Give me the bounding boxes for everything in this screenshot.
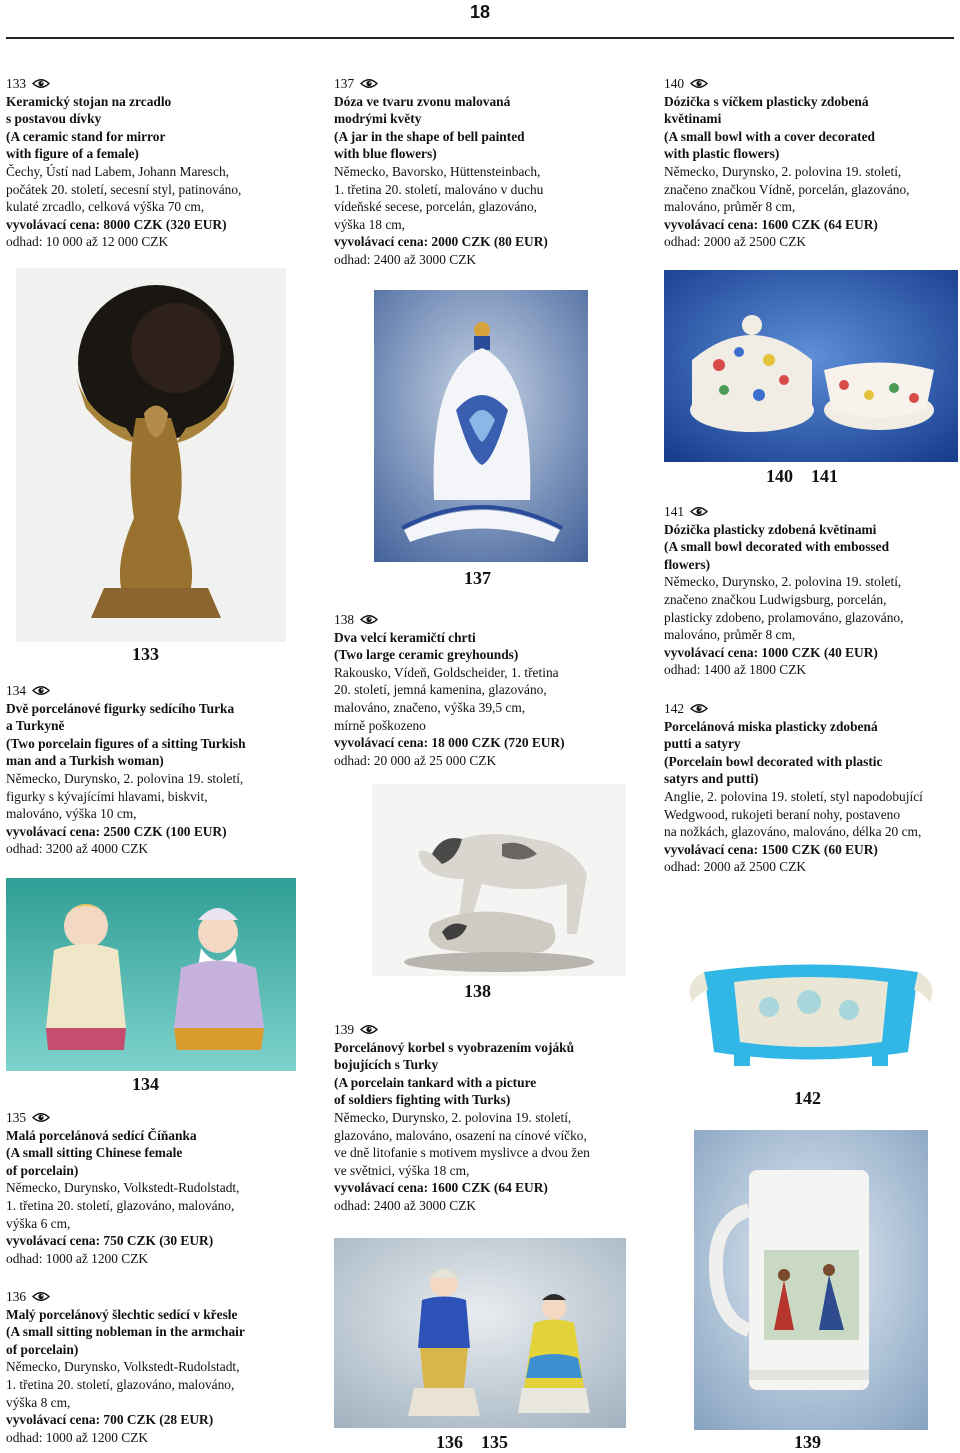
lot-title-english: (A ceramic stand for mirror	[6, 128, 166, 144]
lot-title-english-line2: with plastic flowers)	[664, 146, 780, 162]
lot-title: Keramický stojan na zrcadlo	[6, 93, 172, 109]
lot-estimate: odhad: 20 000 až 25 000 CZK	[334, 752, 497, 768]
lot-estimate: odhad: 2400 až 3000 CZK	[334, 1197, 477, 1213]
lot-estimate: odhad: 10 000 až 12 000 CZK	[6, 234, 169, 250]
lot-138-description	[334, 611, 654, 769]
eye-icon[interactable]	[32, 78, 50, 89]
lot-detail: 1. třetina 20. století, malováno v duchu	[334, 181, 544, 197]
eye-icon[interactable]	[360, 614, 378, 625]
lot-title: Dva velcí keramičtí chrti	[334, 629, 476, 645]
lot-133-description	[6, 75, 316, 251]
lot-title-line2: květinami	[664, 111, 722, 127]
lot-starting-price: vyvolávací cena: 1600 CZK (64 EUR)	[664, 216, 878, 232]
lot-detail: glazováno, malováno, osazení na cínové víčko,	[334, 1127, 587, 1143]
lot-135-description	[6, 1109, 326, 1267]
lot-title: Dózička s víčkem plasticky zdobená	[664, 93, 869, 109]
lot-starting-price: vyvolávací cena: 8000 CZK (320 EUR)	[6, 216, 227, 232]
header-rule	[6, 37, 954, 39]
lot-detail: Rakousko, Vídeň, Goldscheider, 1. třetina	[334, 664, 559, 680]
lot-title: Malá porcelánová sedící Číňanka	[6, 1127, 197, 1143]
lot-title: Dózička plasticky zdobená květinami	[664, 521, 877, 537]
lot-detail: ve světnici, výška 18 cm,	[334, 1162, 470, 1178]
lot-title-line2: bojujících s Turky	[334, 1057, 439, 1073]
lot-estimate: odhad: 1000 až 1200 CZK	[6, 1429, 149, 1445]
photo-lot-138	[372, 784, 626, 976]
lot-number: 138	[334, 612, 355, 627]
lot-title-english-line2: flowers)	[664, 556, 711, 572]
lot-detail: na nožkách, glazováno, malováno, délka 20 cm,	[664, 824, 922, 840]
lot-detail: malováno, značeno, výška 39,5 cm,	[334, 699, 526, 715]
lot-estimate: odhad: 2400 až 3000 CZK	[334, 251, 477, 267]
lot-number: 140	[664, 76, 685, 91]
lot-detail: malováno, výška 10 cm,	[6, 806, 137, 822]
lot-starting-price: vyvolávací cena: 2500 CZK (100 EUR)	[6, 823, 227, 839]
photo-lots-140-141	[664, 270, 958, 462]
lot-137-description	[334, 75, 654, 269]
eye-icon[interactable]	[32, 1112, 50, 1123]
lot-title-english: (A small bowl with a cover decorated	[664, 128, 875, 144]
lot-estimate: odhad: 1400 až 1800 CZK	[664, 662, 807, 678]
lot-starting-price: vyvolávací cena: 750 CZK (30 EUR)	[6, 1233, 214, 1249]
lot-title-english-line2: man and a Turkish woman)	[6, 753, 164, 769]
lot-title-english: (A small sitting nobleman in the armchair	[6, 1324, 245, 1340]
photo-label-133: 133	[132, 644, 159, 664]
photo-label-137: 137	[464, 568, 491, 588]
photo-label-140-141: 140 141	[766, 466, 838, 486]
lot-title-line2: putti a satyry	[664, 736, 741, 752]
lot-detail: ve dně litofanie s motivem myslivce a dvou žen	[334, 1145, 590, 1161]
photo-label-134: 134	[132, 1074, 159, 1094]
lot-139-description	[334, 1021, 654, 1215]
lot-detail: 20. století, jemná kamenina, glazováno,	[334, 682, 547, 698]
lot-142-description	[664, 700, 958, 876]
eye-icon[interactable]	[32, 1291, 50, 1302]
lot-starting-price: vyvolávací cena: 1000 CZK (40 EUR)	[664, 644, 878, 660]
lot-number: 142	[664, 701, 685, 716]
lot-title-english-line2: of porcelain)	[6, 1162, 79, 1178]
lot-number: 133	[6, 76, 27, 91]
lot-detail: výška 8 cm,	[6, 1394, 71, 1410]
lot-number: 139	[334, 1022, 355, 1037]
lot-title-english: (A jar in the shape of bell painted	[334, 128, 525, 144]
lot-detail: Německo, Durynsko, Volkstedt-Rudolstadt,	[6, 1180, 240, 1196]
lot-number: 134	[6, 683, 27, 698]
lot-detail: Německo, Durynsko, 2. polovina 19. století,	[6, 770, 244, 786]
lot-detail: 1. třetina 20. století, glazováno, malováno,	[6, 1197, 235, 1213]
lot-number: 135	[6, 1110, 27, 1125]
lot-detail: figurky s kývajícími hlavami, biskvit,	[6, 788, 208, 804]
lot-starting-price: vyvolávací cena: 2000 CZK (80 EUR)	[334, 234, 548, 250]
photo-lot-134	[6, 878, 296, 1071]
eye-icon[interactable]	[360, 78, 378, 89]
lot-136-description	[6, 1288, 326, 1446]
photo-lot-137	[374, 290, 588, 562]
photo-lot-139	[694, 1130, 928, 1430]
lot-starting-price: vyvolávací cena: 700 CZK (28 EUR)	[6, 1412, 214, 1428]
lot-number: 137	[334, 76, 355, 91]
lot-estimate: odhad: 2000 až 2500 CZK	[664, 859, 807, 875]
lot-141-description	[664, 503, 958, 679]
lot-title: Dvě porcelánové figurky sedícího Turka	[6, 700, 235, 716]
lot-title: Dóza ve tvaru zvonu malovaná	[334, 93, 511, 109]
lot-title-line2: modrými květy	[334, 111, 422, 127]
lot-title: Porcelánová miska plasticky zdobená	[664, 718, 878, 734]
eye-icon[interactable]	[690, 703, 708, 714]
lot-title: Porcelánový korbel s vyobrazením vojáků	[334, 1039, 575, 1055]
lot-detail: Německo, Durynsko, 2. polovina 19. století,	[664, 574, 902, 590]
lot-detail: značeno značkou Ludwigsburg, porcelán,	[664, 591, 887, 607]
lot-title: Malý porcelánový šlechtic sedící v křesle	[6, 1306, 238, 1322]
photo-label-136-135: 136 135	[436, 1432, 508, 1452]
lot-title-english: (Two porcelain figures of a sitting Turkish	[6, 735, 246, 751]
lot-detail: malováno, průměr 8 cm,	[664, 627, 796, 643]
lot-detail: Wedgwood, rukojeti beraní nohy, postaveno	[664, 806, 901, 822]
photo-lot-142	[664, 952, 958, 1077]
lot-detail: výška 6 cm,	[6, 1215, 71, 1231]
lot-title-english-line2: with blue flowers)	[334, 146, 437, 162]
lot-title-line2: s postavou dívky	[6, 111, 102, 127]
lot-starting-price: vyvolávací cena: 1500 CZK (60 EUR)	[664, 841, 878, 857]
lot-title-english: (A small bowl decorated with embossed	[664, 539, 890, 555]
lot-detail: výška 18 cm,	[334, 216, 406, 232]
lot-detail: Německo, Bavorsko, Hüttensteinbach,	[334, 163, 541, 179]
lot-detail: mírně poškozeno	[334, 717, 426, 733]
lot-number: 141	[664, 504, 685, 519]
lot-estimate: odhad: 1000 až 1200 CZK	[6, 1250, 149, 1266]
lot-title-english-line2: of porcelain)	[6, 1341, 79, 1357]
lot-detail: Německo, Durynsko, 2. polovina 19. století,	[664, 163, 902, 179]
lot-starting-price: vyvolávací cena: 1600 CZK (64 EUR)	[334, 1180, 548, 1196]
lot-detail: značeno značkou Vídně, porcelán, glazováno,	[664, 181, 910, 197]
lot-140-description	[664, 75, 958, 251]
eye-icon[interactable]	[32, 685, 50, 696]
photo-label-139: 139	[794, 1432, 821, 1452]
lot-134-description	[6, 682, 316, 858]
lot-title-english-line2: of soldiers fighting with Turks)	[334, 1092, 511, 1108]
lot-detail: 1. třetina 20. století, glazováno, malováno,	[6, 1376, 235, 1392]
eye-icon[interactable]	[690, 506, 708, 517]
photo-lots-136-135	[334, 1238, 626, 1428]
lot-detail: plasticky zdobeno, prolamováno, glazováno,	[664, 609, 904, 625]
lot-title-english: (Two large ceramic greyhounds)	[334, 647, 519, 663]
photo-label-138: 138	[464, 981, 491, 1001]
lot-estimate: odhad: 3200 až 4000 CZK	[6, 841, 149, 857]
lot-detail: Čechy, Ústí nad Labem, Johann Maresch,	[6, 163, 229, 179]
photo-lot-133	[16, 268, 286, 642]
lot-detail: malováno, průměr 8 cm,	[664, 199, 796, 215]
photo-label-142: 142	[794, 1088, 821, 1108]
lot-number: 136	[6, 1289, 27, 1304]
eye-icon[interactable]	[690, 78, 708, 89]
lot-title-english-line2: with figure of a female)	[6, 146, 139, 162]
lot-starting-price: vyvolávací cena: 18 000 CZK (720 EUR)	[334, 735, 565, 751]
lot-title-english-line2: satyrs and putti)	[664, 771, 759, 787]
lot-detail: Německo, Durynsko, 2. polovina 19. století,	[334, 1109, 572, 1125]
lot-estimate: odhad: 2000 až 2500 CZK	[664, 234, 807, 250]
lot-detail: kulaté zrcadlo, celková výška 70 cm,	[6, 199, 205, 215]
lot-title-english: (Porcelain bowl decorated with plastic	[664, 753, 883, 769]
lot-detail: vídeňské secese, porcelán, glazováno,	[334, 199, 538, 215]
page-number: 18	[469, 2, 491, 22]
lot-detail: Anglie, 2. polovina 19. století, styl napodobující	[664, 788, 923, 804]
lot-title-english: (A porcelain tankard with a picture	[334, 1074, 537, 1090]
lot-title-line2: a Turkyně	[6, 718, 65, 734]
lot-detail: Německo, Durynsko, Volkstedt-Rudolstadt,	[6, 1359, 240, 1375]
eye-icon[interactable]	[360, 1024, 378, 1035]
lot-title-english: (A small sitting Chinese female	[6, 1145, 183, 1161]
lot-detail: počátek 20. století, secesní styl, patinováno,	[6, 181, 242, 197]
